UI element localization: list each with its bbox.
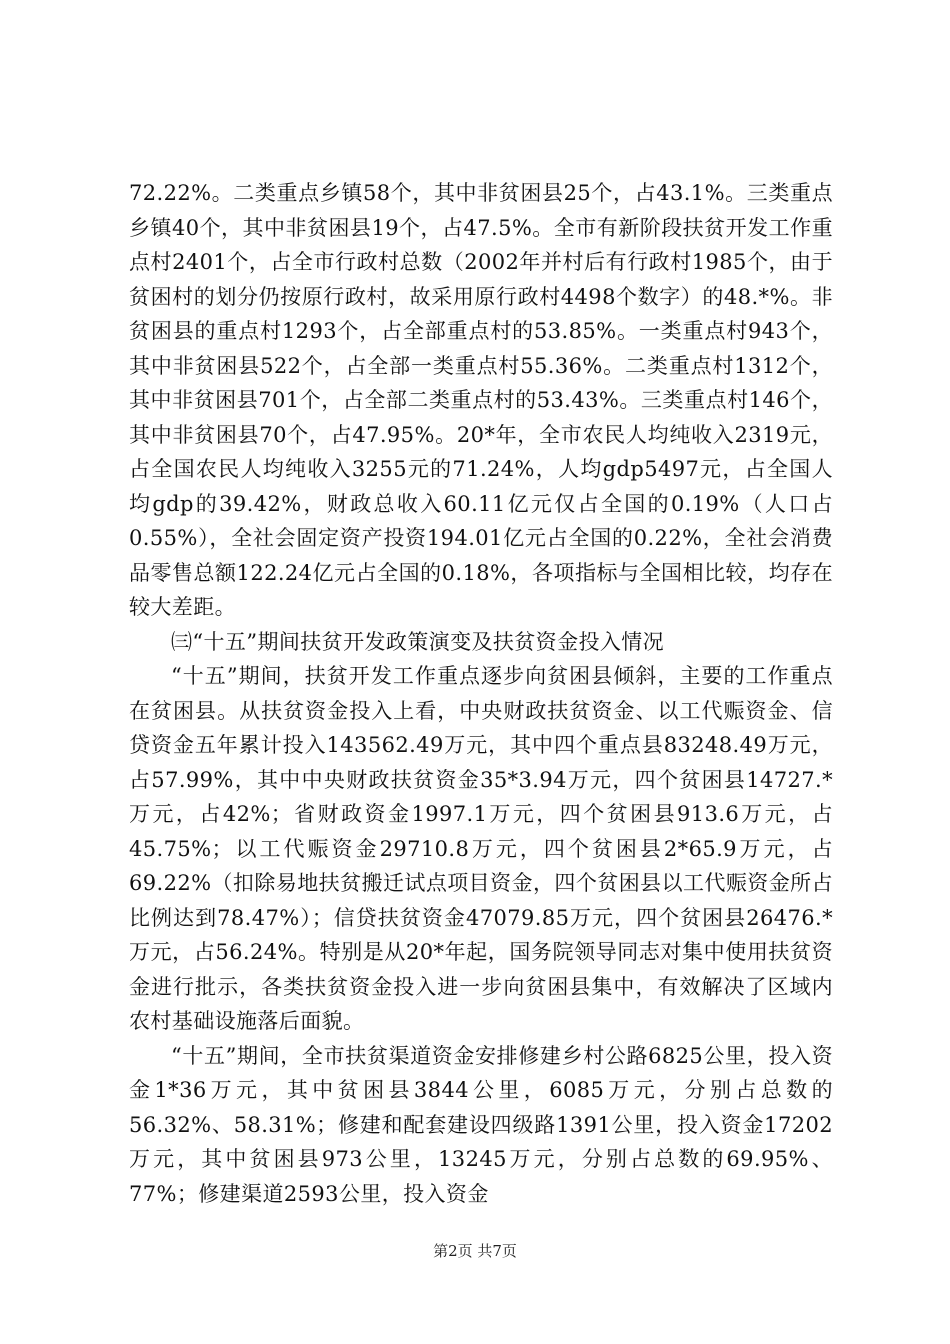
paragraph-statistics: 72.22%。二类重点乡镇58个，其中非贫困县25个，占43.1%。三类重点乡镇40个，其中非贫困县19个，占47.5%。全市有新阶段扶贫开发工作重点村2401个，占全市行政村总数（2002年并村后有行政村1985个，由于贫困村的划分仍按原行政村，故采用原行政村4498个数字）的48.*%。非贫困县的重点村1293个，占全部重点村的53.85%。一类重点村943个，其中非贫困县522个，占全部一类重点村55.36%。二类重点村1312个，其中非贫困县701个，占全部二类重点村的53.43%。三类重点村146个，其中非贫困县70个，占47.95%。20*年，全市农民人均纯收入2319元，占全国农民人均纯收入3255元的71.24%，人均gdp5497元，占全国人均gdp的39.42%，财政总收入60.11亿元仅占全国的0.19%（人口占0.55%），全社会固定资产投资194.01亿元占全国的0.22%，全社会消费品零售总额122.24亿元占全国的0.18%，各项指标与全国相比较，均存在较大差距。 (129, 181, 833, 619)
document-body (129, 176, 833, 1211)
page-footer: 第2页 共7页 (433, 1242, 517, 1260)
paragraph-infrastructure: “十五”期间，全市扶贫渠道资金安排修建乡村公路6825公里，投入资金1*36万元，其中贫困县3844公里，6085万元，分别占总数的56.32%、58.31%；修建和配套建设四级路1391公里，投入资金17202万元，其中贫困县973公里，13245万元，分别占总数的69.95%、77%；修建渠道2593公里，投入资金 (129, 1043, 833, 1206)
paragraph-funding: “十五”期间，扶贫开发工作重点逐步向贫困县倾斜，主要的工作重点在贫困县。从扶贫资金投入上看，中央财政扶贫资金、以工代赈资金、信贷资金五年累计投入143562.49万元，其中四个重点县83248.49万元，占57.99%，其中中央财政扶贫资金35*3.94万元，四个贫困县14727.*万元，占42%；省财政资金1997.1万元，四个贫困县913.6万元，占45.75%；以工代赈资金29710.8万元，四个贫困县2*65.9万元，占69.22%（扣除易地扶贫搬迁试点项目资金，四个贫困县以工代赈资金所占比例达到78.47%）；信贷扶贫资金47079.85万元，四个贫困县26476.*万元，占56.24%。特别是从20*年起，国务院领导同志对集中使用扶贫资金进行批示，各类扶贫资金投入进一步向贫困县集中，有效解决了区域内农村基础设施落后面貌。 (129, 664, 833, 1033)
section-heading: ㈢“十五”期间扶贫开发政策演变及扶贫资金投入情况 (171, 629, 665, 654)
